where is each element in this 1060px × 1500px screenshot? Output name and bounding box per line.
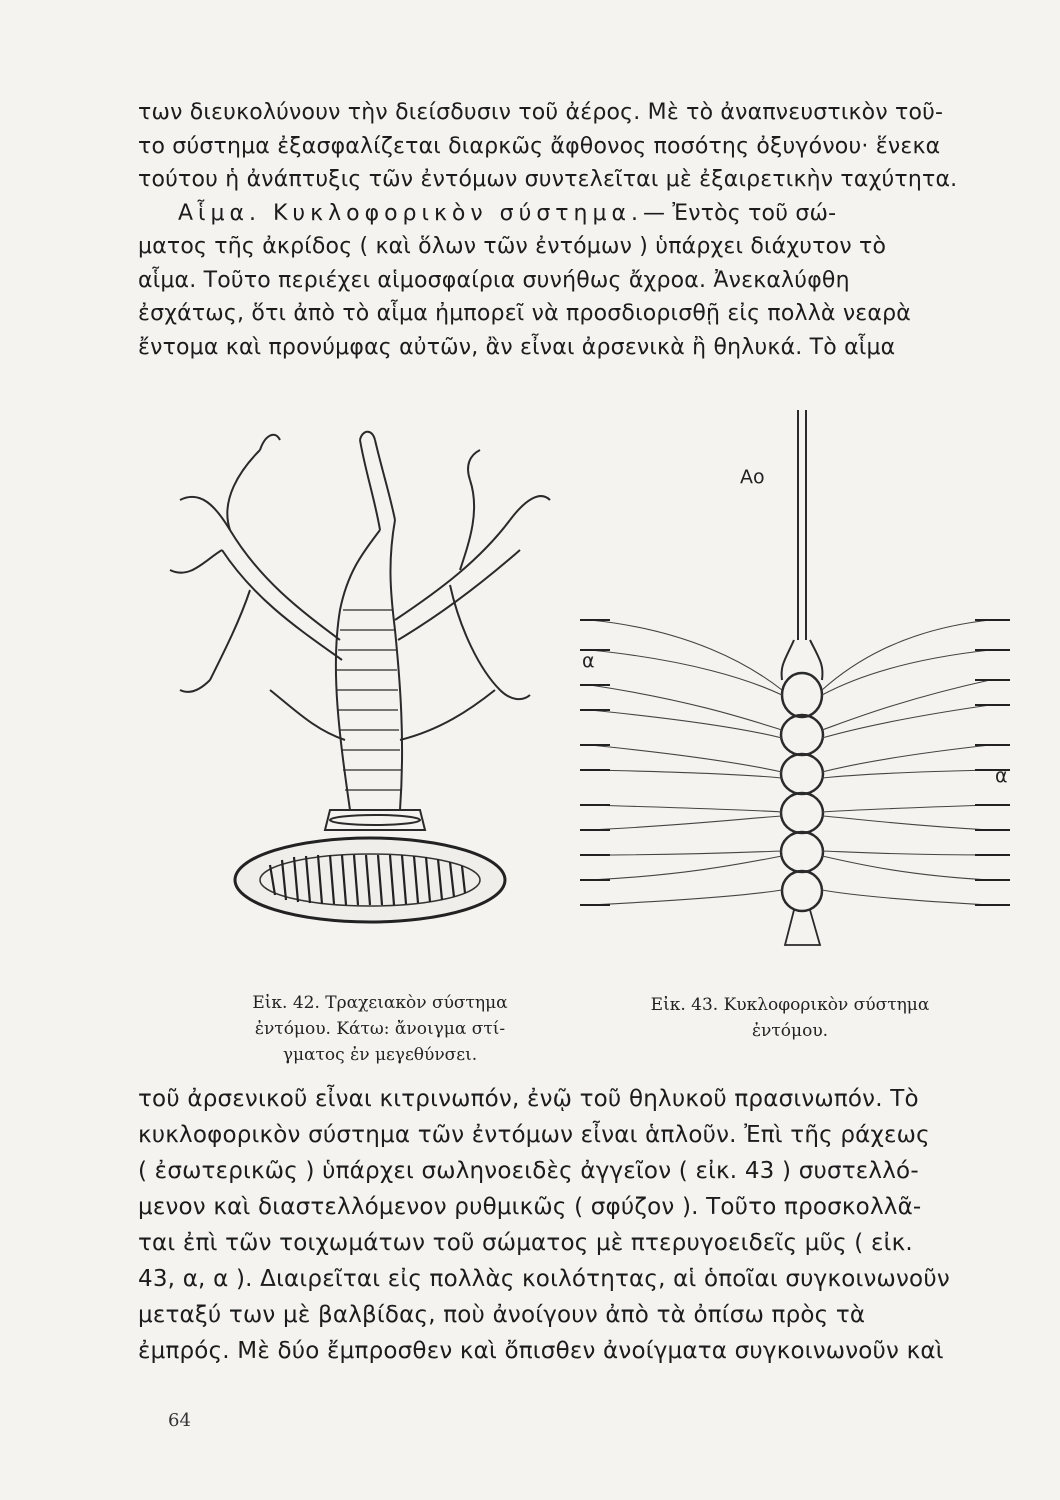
text-line: τούτου ἡ ἀνάπτυξις τῶν ἐντόμων συντελεῖται μὲ ἐξαιρετικὴν ταχύτητα. bbox=[138, 167, 958, 192]
text-line: το σύστημα ἐξασφαλίζεται διαρκῶς ἄφθονος ποσότης ὀξυγόνου· ἕνεκα bbox=[138, 133, 941, 159]
section-heading-line bbox=[138, 197, 1010, 231]
caption-line: γματος ἐν μεγεθύνσει. bbox=[282, 1045, 478, 1065]
heading-continuation: — Ἐντὸς τοῦ σώ- bbox=[642, 200, 837, 226]
caption-line: Εἰκ. 42. Τραχειακὸν σύστημα bbox=[252, 993, 508, 1013]
text-line: ἔντομα καὶ προνύμφας αὐτῶν, ἂν εἶναι ἀρσενικὰ ἢ θηλυκά. Τὸ αἷμα bbox=[138, 334, 896, 360]
page-number: 64 bbox=[168, 1410, 191, 1431]
spiracle-opening bbox=[235, 838, 505, 922]
tracheal-system-illustration bbox=[150, 410, 560, 970]
caption-line: ἐντόμου. bbox=[751, 1021, 829, 1041]
aorta-label: Αο bbox=[740, 466, 765, 488]
text-line: τοῦ ἀρσενικοῦ εἶναι κιτρινωπόν, ἐνῷ τοῦ θηλυκοῦ πρασινωπόν. Τὸ bbox=[138, 1086, 919, 1112]
text-line: κυκλοφορικὸν σύστημα τῶν ἐντόμων εἶναι ἁπλοῦν. Ἐπὶ τῆς ράχεως bbox=[138, 1122, 930, 1148]
text-line: μενον καὶ διαστελλόμενον ρυθμικῶς ( σφύζον ). Τοῦτο προσκολλᾶ- bbox=[138, 1194, 922, 1220]
text-line: ται ἐπὶ τῶν τοιχωμάτων τοῦ σώματος μὲ πτερυγοειδεῖς μῦς ( εἰκ. bbox=[138, 1230, 913, 1256]
text-line: ( ἐσωτερικῶς ) ὑπάρχει σωληνοειδὲς ἀγγεῖον ( εἰκ. 43 ) συστελλό- bbox=[138, 1158, 919, 1184]
section-heading: Αἷμα. Κυκλοφορικὸν σύστημα. bbox=[178, 200, 643, 226]
text-line: των διευκολύνουν τὴν διείσδυσιν τοῦ ἀέρος. Μὲ τὸ ἀναπνευστικὸν τοῦ- bbox=[138, 100, 944, 125]
figure-43-caption bbox=[600, 992, 980, 1044]
text-line: αἷμα. Τοῦτο περιέχει αἱμοσφαίρια συνήθως ἄχροα. Ἀνεκαλύφθη bbox=[138, 267, 850, 293]
text-line: 43, α, α ). Διαιρεῖται εἰς πολλὰς κοιλότητας, αἱ ὁποῖαι συγκοινωνοῦν bbox=[138, 1266, 950, 1292]
text-line: μεταξύ των μὲ βαλβίδας, ποὺ ἀνοίγουν ἀπὸ τὰ ὀπίσω πρὸς τὰ bbox=[138, 1302, 866, 1328]
text-line: ἐμπρός. Μὲ δύο ἔμπροσθεν καὶ ὄπισθεν ἀνοίγματα συγκοινωνοῦν καὶ bbox=[138, 1338, 944, 1364]
alary-muscle-label-left: α bbox=[582, 650, 595, 672]
caption-line: ἐντόμου. Κάτω: ἄνοιγμα στί- bbox=[254, 1019, 506, 1039]
circulatory-system-illustration bbox=[570, 400, 1020, 990]
caption-line: Εἰκ. 43. Κυκλοφορικὸν σύστημα bbox=[650, 995, 930, 1015]
figure-42-caption bbox=[200, 990, 560, 1068]
bottom-paragraph bbox=[138, 1081, 1010, 1369]
text-line: ματος τῆς ἀκρίδος ( καὶ ὅλων τῶν ἐντόμων ) ὑπάρχει διάχυτον τὸ bbox=[138, 234, 887, 259]
top-paragraph bbox=[138, 96, 1010, 364]
text-line: ἐσχάτως, ὅτι ἀπὸ τὸ αἷμα ἠμπορεῖ νὰ προσδιορισθῇ εἰς πολλὰ νεαρὰ bbox=[138, 301, 911, 326]
alary-muscle-label-right: α bbox=[995, 765, 1008, 787]
